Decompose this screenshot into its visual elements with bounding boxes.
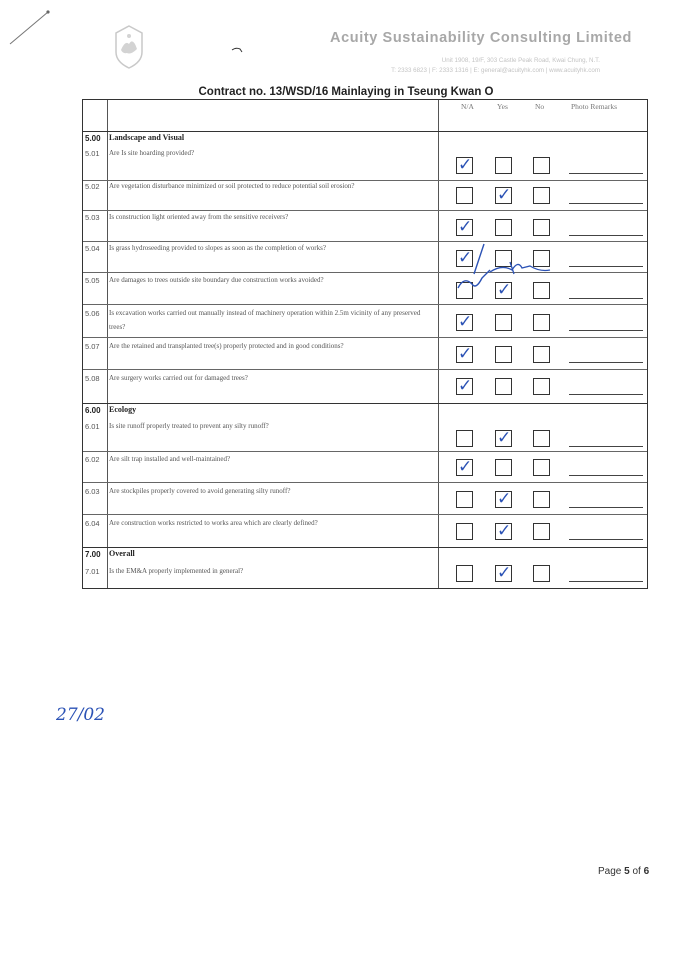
section-title: Ecology xyxy=(109,405,137,414)
checkbox-na[interactable] xyxy=(456,459,473,476)
item-question: Are vegetation disturbance minimized or soil protected to reduce potential soil erosion? xyxy=(109,182,355,190)
section-title: Landscape and Visual xyxy=(109,133,185,142)
item-number: 5.04 xyxy=(85,244,100,253)
checkbox-na[interactable] xyxy=(456,491,473,508)
item-question: Is site runoff properly treated to prevent any silty runoff? xyxy=(109,422,269,430)
checkbox-na[interactable] xyxy=(456,187,473,204)
checkbox-na[interactable] xyxy=(456,378,473,395)
tick-mark-icon: ✓ xyxy=(497,521,512,541)
photo-remark-line[interactable] xyxy=(569,507,643,508)
tick-mark-icon: ✓ xyxy=(497,280,512,300)
row-rule xyxy=(83,304,647,305)
item-number: 7.01 xyxy=(85,567,100,576)
item-question: Are Is site hoarding provided? xyxy=(109,149,195,157)
section-number: 7.00 xyxy=(85,550,101,559)
checkbox-na[interactable] xyxy=(456,314,473,331)
photo-remark-line[interactable] xyxy=(569,266,643,267)
item-number: 6.01 xyxy=(85,422,100,431)
company-address: Unit 1908, 19/F, 303 Castle Peak Road, Kwai Chung, N.T. xyxy=(441,57,600,64)
section-number: 6.00 xyxy=(85,406,101,415)
tick-mark-icon: ✓ xyxy=(458,217,473,237)
tick-mark-icon: ✓ xyxy=(497,563,512,583)
item-question: Are damages to trees outside site boundary due construction works avoided? xyxy=(109,276,324,284)
checkbox-yes[interactable] xyxy=(495,523,512,540)
photo-remark-line[interactable] xyxy=(569,539,643,540)
col-header-yes: Yes xyxy=(497,102,508,111)
photo-remark-line[interactable] xyxy=(569,235,643,236)
checkbox-yes[interactable] xyxy=(495,346,512,363)
tick-mark-icon: ✓ xyxy=(458,312,473,332)
checkbox-na[interactable] xyxy=(456,565,473,582)
checkbox-yes[interactable] xyxy=(495,219,512,236)
checkbox-yes[interactable] xyxy=(495,314,512,331)
pen-stroke-mark xyxy=(8,8,52,48)
checkbox-no[interactable] xyxy=(533,459,550,476)
item-number: 5.05 xyxy=(85,276,100,285)
margin-mark xyxy=(230,46,244,54)
checkbox-no[interactable] xyxy=(533,314,550,331)
tick-mark-icon: ✓ xyxy=(497,185,512,205)
checkbox-na[interactable] xyxy=(456,157,473,174)
photo-remark-line[interactable] xyxy=(569,475,643,476)
checkbox-no[interactable] xyxy=(533,219,550,236)
tick-mark-icon: ✓ xyxy=(497,428,512,448)
item-question: Are stockpiles properly covered to avoid generating silty runoff? xyxy=(109,487,291,495)
tick-mark-icon: ✓ xyxy=(458,344,473,364)
tick-mark-icon: ✓ xyxy=(458,155,473,175)
checkbox-no[interactable] xyxy=(533,491,550,508)
page-current: 5 xyxy=(624,866,630,877)
checkbox-no[interactable] xyxy=(533,187,550,204)
photo-remark-line[interactable] xyxy=(569,362,643,363)
checkbox-no[interactable] xyxy=(533,523,550,540)
checkbox-yes[interactable] xyxy=(495,187,512,204)
item-question: Is excavation works carried out manually instead of machinery operation within 2.5m vicinity of any preserved trees? xyxy=(109,309,421,331)
item-question: Is construction light oriented away from the sensitive receivers? xyxy=(109,213,289,221)
item-question: Is grass hydroseeding provided to slopes as soon as the completion of works? xyxy=(109,244,326,252)
item-number: 5.01 xyxy=(85,149,100,158)
checkbox-no[interactable] xyxy=(533,565,550,582)
section-number: 5.00 xyxy=(85,134,101,143)
contract-title: Contract no. 13/WSD/16 Mainlaying in Tseung Kwan O xyxy=(198,86,494,98)
checkbox-yes[interactable] xyxy=(495,491,512,508)
photo-remark-line[interactable] xyxy=(569,581,643,582)
item-number: 5.06 xyxy=(85,309,100,318)
col-header-no: No xyxy=(535,102,545,111)
company-contact: T: 2333 6823 | F: 2333 1316 | E: general@acuityhk.com | www.acuityhk.com xyxy=(391,67,600,74)
checkbox-no[interactable] xyxy=(533,346,550,363)
item-question: Is the EM&A properly implemented in general? xyxy=(109,567,244,575)
item-number: 5.02 xyxy=(85,182,100,191)
tick-mark-icon: ✓ xyxy=(458,457,473,477)
photo-remark-line[interactable] xyxy=(569,394,643,395)
page-label: Page xyxy=(598,866,622,877)
page-of: of xyxy=(632,866,641,877)
company-name: Acuity Sustainability Consulting Limited xyxy=(330,30,632,46)
row-rule xyxy=(83,369,647,370)
photo-remark-line[interactable] xyxy=(569,446,643,447)
tick-mark-icon: ✓ xyxy=(458,248,473,268)
page-total: 6 xyxy=(643,866,650,877)
item-number: 6.02 xyxy=(85,455,100,464)
item-question: Are surgery works carried out for damaged trees? xyxy=(109,374,248,382)
checkbox-yes[interactable] xyxy=(495,157,512,174)
checklist-table xyxy=(82,99,648,589)
checkbox-yes[interactable] xyxy=(495,459,512,476)
checkbox-yes[interactable] xyxy=(495,430,512,447)
page-number xyxy=(598,866,649,877)
checkbox-no[interactable] xyxy=(533,157,550,174)
photo-remark-line[interactable] xyxy=(569,298,643,299)
handwritten-scribble xyxy=(450,240,560,300)
col-header-photo-remarks: Photo Remarks xyxy=(571,102,618,111)
checkbox-na[interactable] xyxy=(456,346,473,363)
item-number: 5.08 xyxy=(85,374,100,383)
row-rule xyxy=(83,337,647,338)
col-header-na: N/A xyxy=(461,102,474,111)
item-number: 5.07 xyxy=(85,342,100,351)
item-number: 6.04 xyxy=(85,519,100,528)
section-title: Overall xyxy=(109,549,135,558)
row-rule xyxy=(83,482,647,483)
checkbox-yes[interactable] xyxy=(495,378,512,395)
tick-mark-icon: ✓ xyxy=(458,376,473,396)
checkbox-na[interactable] xyxy=(456,430,473,447)
row-rule xyxy=(83,514,647,515)
item-number: 6.03 xyxy=(85,487,100,496)
checkbox-no[interactable] xyxy=(533,378,550,395)
item-question: Are construction works restricted to works area which are clearly defined? xyxy=(109,519,318,527)
handwritten-date xyxy=(56,700,112,726)
photo-remark-line[interactable] xyxy=(569,173,643,174)
photo-remark-line[interactable] xyxy=(569,330,643,331)
checkbox-yes[interactable] xyxy=(495,565,512,582)
checkbox-na[interactable] xyxy=(456,523,473,540)
item-question: Are silt trap installed and well-maintained? xyxy=(109,455,231,463)
item-question: Are the retained and transplanted tree(s) properly protected and in good conditions? xyxy=(109,342,344,350)
photo-remark-line[interactable] xyxy=(569,203,643,204)
company-logo xyxy=(104,22,154,72)
tick-mark-icon: ✓ xyxy=(497,489,512,509)
checkbox-no[interactable] xyxy=(533,430,550,447)
checkbox-na[interactable] xyxy=(456,219,473,236)
item-number: 5.03 xyxy=(85,213,100,222)
handwritten-date-text: 27/02 xyxy=(56,705,105,725)
